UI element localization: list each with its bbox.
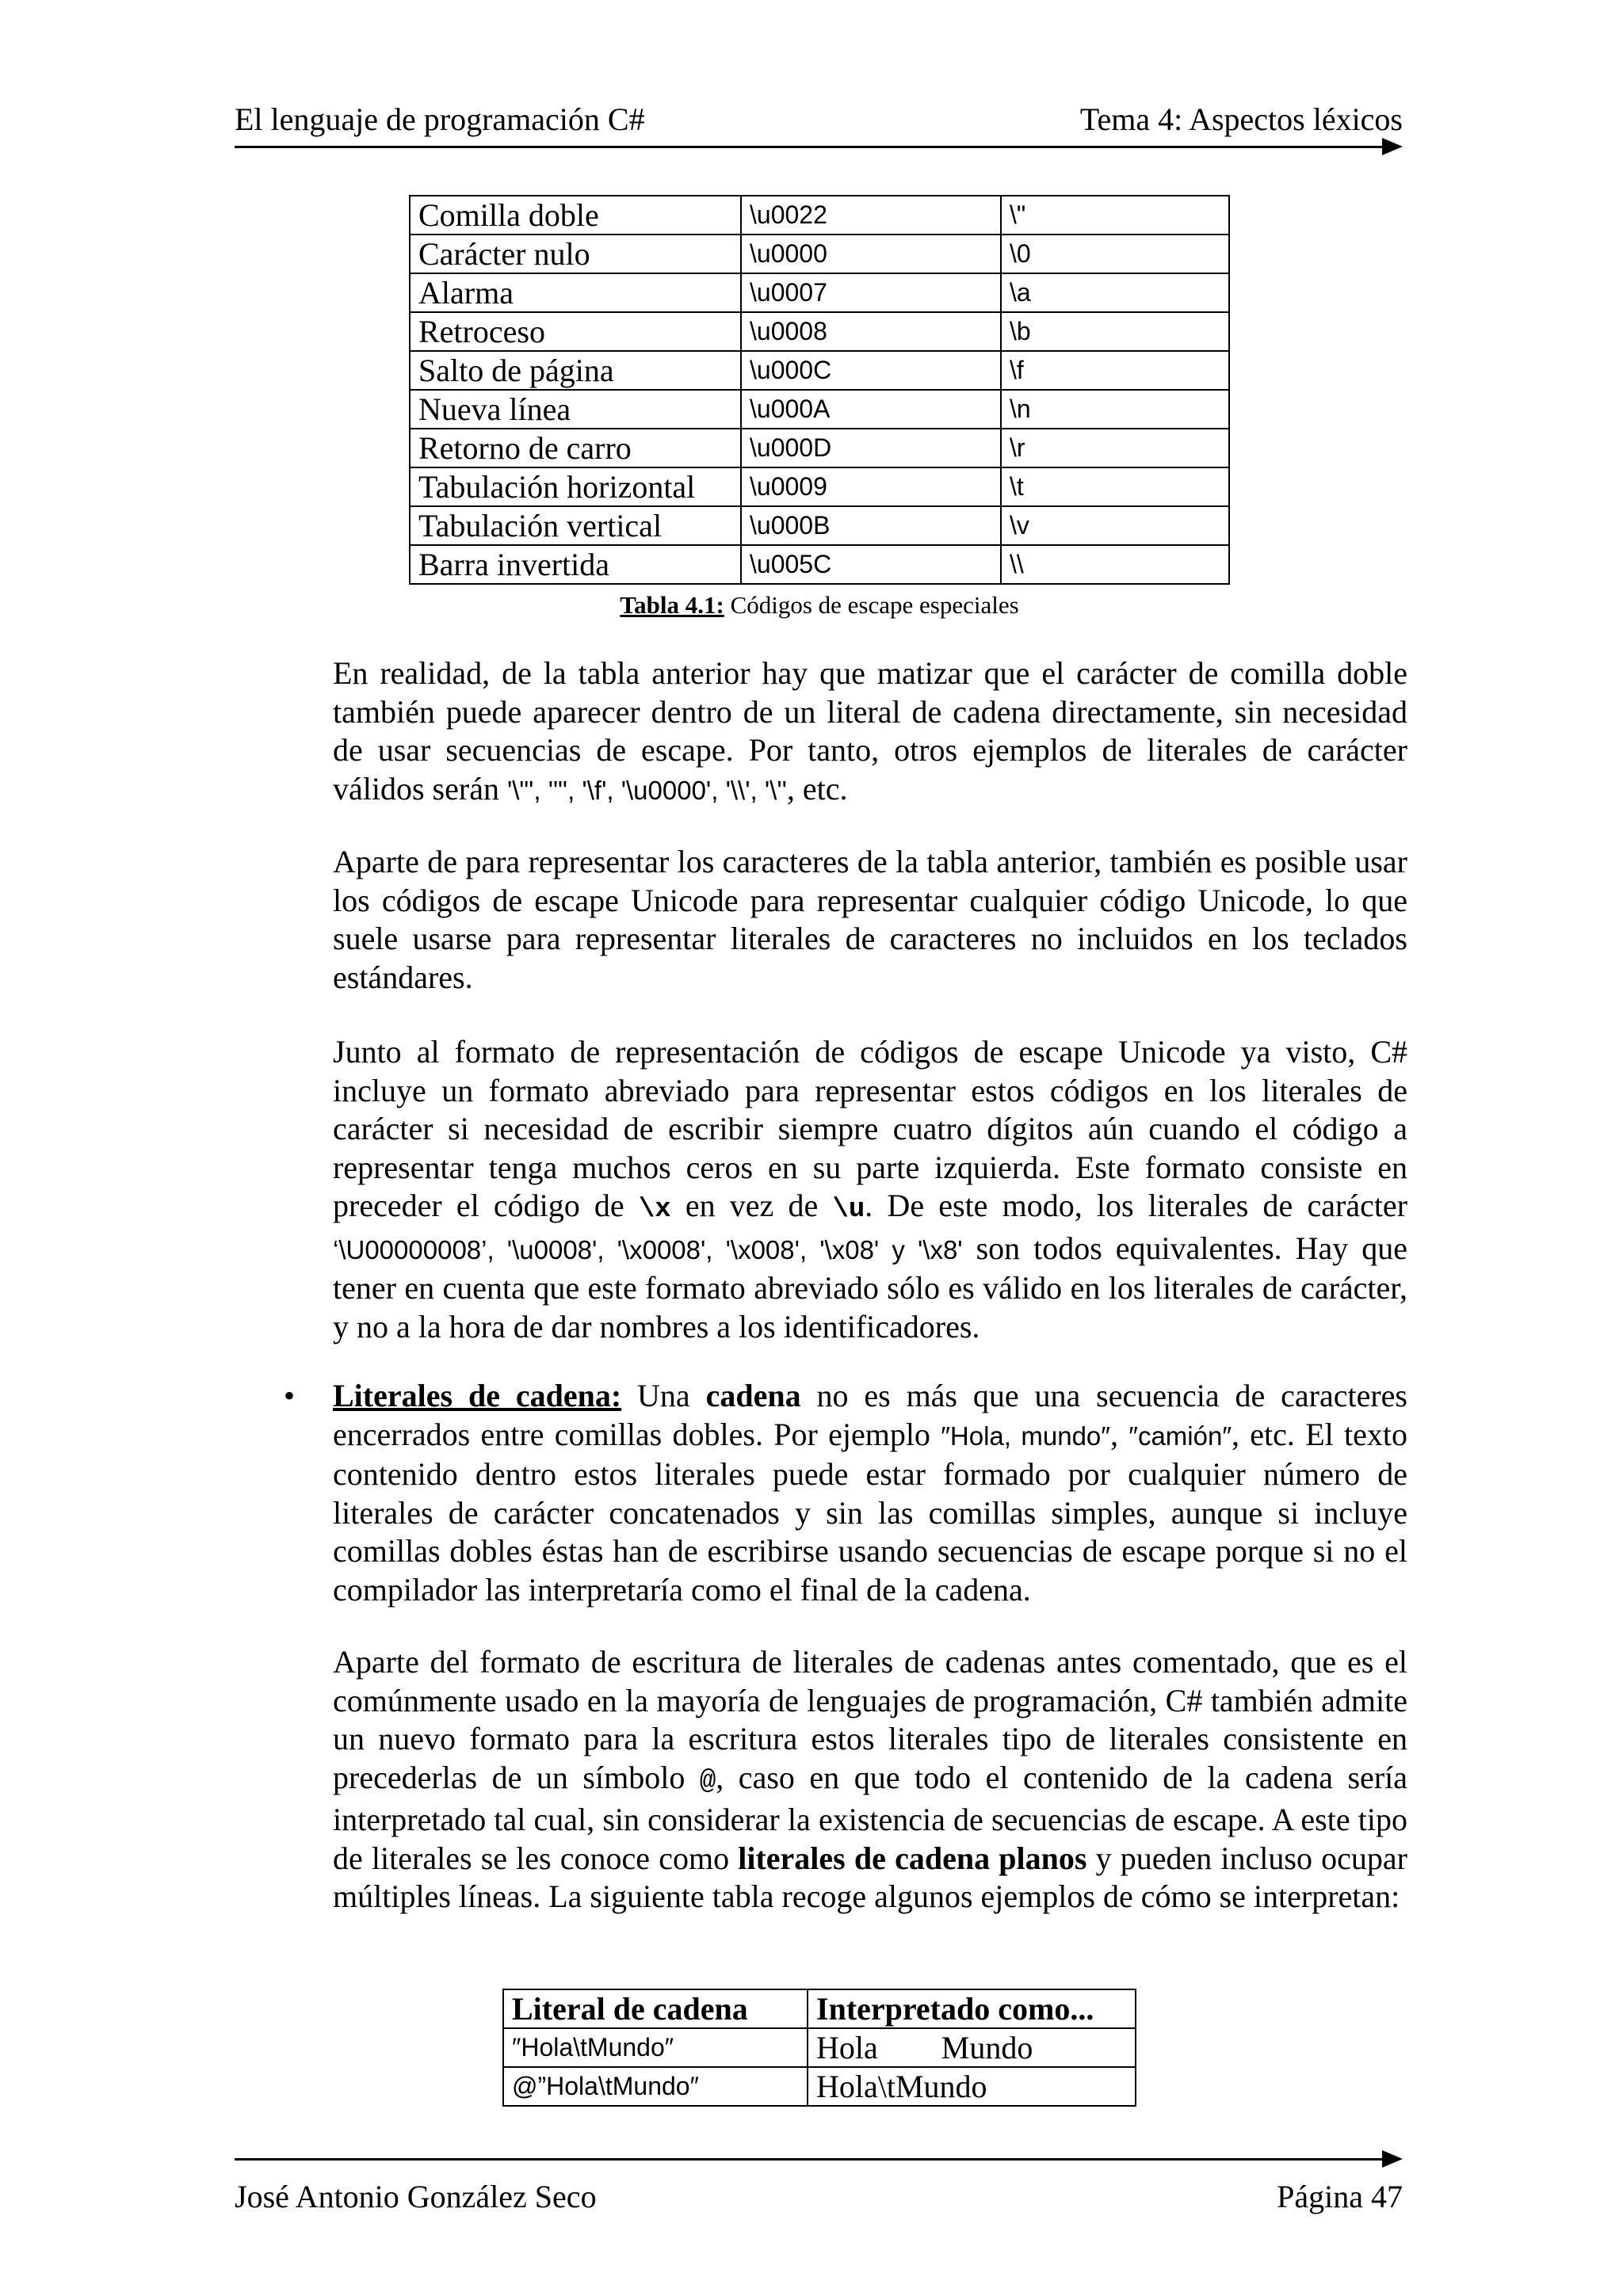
character-name-cell: Tabulación vertical <box>410 506 741 545</box>
character-name-cell: Retorno de carro <box>410 429 741 467</box>
character-name-cell: Salto de página <box>410 351 741 390</box>
header-chapter-title: Tema 4: Aspectos léxicos <box>1079 101 1403 137</box>
paragraph-text: , etc. El texto contenido dentro estos literales puede estar formado por cualquier número de literales de carácter concatenados y sin las comillas simples, aunque si incluye comillas dobles éstas han de escribirse usando secuencias de escape porque si no el compilador las interpretaría como el final de la cadena. <box>333 1416 1407 1608</box>
term-literales-planos: literales de cadena planos <box>738 1840 1087 1876</box>
footer-page-number: Página 47 <box>1277 2179 1403 2214</box>
char-literal-examples: '\"', '"', '\f', '\u0000', '\\', '\'' <box>506 775 787 805</box>
bullet-icon: • <box>284 1378 296 1413</box>
paragraph-unicode-escapes <box>333 843 1407 997</box>
paragraph-double-quote <box>333 654 1407 810</box>
column-header-literal: Literal de cadena <box>503 1989 808 2028</box>
column-header-interpreted: Interpretado como... <box>808 1989 1136 2028</box>
header-arrow-icon <box>1382 138 1403 155</box>
escape-sequence-cell: \\ <box>1001 545 1229 584</box>
paragraph-text: Aparte de para representar los caracteres de la tabla anterior, también es posible usar los códigos de escape Unicode para representar cualquier código Unicode, lo que suele usarse para representar literales de caracteres no incluidos en los teclados estándares. <box>333 844 1407 995</box>
paragraph-text: , caso en que todo el contenido de la cadena sería interpretado tal cual, sin considerar la existencia de secuencias de escape. A este tipo de literales se les conoce como <box>333 1759 1408 1876</box>
paragraph-text: y pueden incluso ocupar múltiples líneas. La siguiente tabla recoge algunos ejemplos de cómo se interpretan: <box>333 1840 1407 1914</box>
table-row <box>410 235 1229 273</box>
escape-sequence-cell: \a <box>1001 273 1229 312</box>
escape-sequence-cell: \n <box>1001 390 1229 429</box>
page-header <box>235 100 1403 139</box>
paragraph-verbatim-strings <box>333 1643 1407 1917</box>
string-literal-cell: ″Hola\tMundo″ <box>503 2028 808 2067</box>
escape-sequence-cell: \b <box>1001 312 1229 351</box>
escape-sequence-cell: \f <box>1001 351 1229 390</box>
footer-rule <box>235 2158 1385 2161</box>
term-cadena: cadena <box>705 1378 801 1413</box>
unicode-code-cell: \u0007 <box>741 273 1001 312</box>
footer-arrow-icon <box>1382 2150 1403 2168</box>
string-literal-cell: @”Hola\tMundo″ <box>503 2067 808 2106</box>
character-name-cell: Nueva línea <box>410 390 741 429</box>
escape-sequence-cell: \r <box>1001 429 1229 467</box>
paragraph-text: , <box>1109 1416 1129 1452</box>
character-name-cell: Comilla doble <box>410 196 741 235</box>
character-name-cell: Tabulación horizontal <box>410 467 741 506</box>
header-book-title: El lenguaje de programación C# <box>235 101 645 137</box>
escape-sequence-cell: \0 <box>1001 235 1229 273</box>
table-row <box>410 506 1229 545</box>
unicode-code-cell: \u0009 <box>741 467 1001 506</box>
string-literals-title: Literales de cadena: <box>333 1378 622 1413</box>
character-name-cell: Alarma <box>410 273 741 312</box>
interpretation-cell: Hola\tMundo <box>808 2067 1136 2106</box>
unicode-code-cell: \u000D <box>741 429 1001 467</box>
table-row <box>410 429 1229 467</box>
table-caption-label: Tabla 4.1: <box>620 591 724 619</box>
unicode-code-cell: \u0000 <box>741 235 1001 273</box>
paragraph-text: . De este modo, los literales de carácter <box>865 1188 1408 1223</box>
unicode-code-cell: \u000B <box>741 506 1001 545</box>
code-x-prefix: \x <box>638 1195 671 1225</box>
escape-codes-table <box>409 195 1230 585</box>
escape-sequence-cell: \t <box>1001 467 1229 506</box>
table-row <box>410 351 1229 390</box>
table-row <box>503 2028 1136 2067</box>
code-u-prefix: \u <box>832 1195 865 1225</box>
string-example-camion: ″camión″ <box>1128 1421 1232 1451</box>
unicode-code-cell: \u000C <box>741 351 1001 390</box>
escape-sequence-cell: \v <box>1001 506 1229 545</box>
unicode-code-cell: \u000A <box>741 390 1001 429</box>
code-at-symbol: @ <box>699 1766 716 1797</box>
string-example-hola-mundo: ″Hola, mundo″ <box>941 1421 1110 1451</box>
character-name-cell: Retroceso <box>410 312 741 351</box>
footer-author: José Antonio González Seco <box>235 2179 597 2214</box>
table-row <box>410 312 1229 351</box>
header-rule <box>235 146 1385 148</box>
table-row <box>410 545 1229 584</box>
escape-sequence-cell: \" <box>1001 196 1229 235</box>
table-row <box>503 2067 1136 2106</box>
table-caption-text: Códigos de escape especiales <box>724 591 1019 619</box>
table-row <box>410 273 1229 312</box>
paragraph-text: en vez de <box>670 1188 833 1223</box>
paragraph-abbreviated-format <box>333 1033 1407 1346</box>
escape-codes-table-body <box>410 196 1229 584</box>
paragraph-text: Aparte del formato de escritura de literales de cadenas antes comentado, que es el comúnmente usado en la mayoría de lenguajes de programación, C# también admite un nuevo formato para la escritura estos literales tipo de literales consistente en precederlas de un símbolo <box>333 1644 1407 1795</box>
string-literal-table <box>502 1989 1136 2107</box>
paragraph-text: son todos equivalentes. Hay que tener en cuenta que este formato abreviado sólo es válido en los literales de carácter, y no a la hora de dar nombres a los identificadores. <box>333 1230 1408 1344</box>
paragraph-text: no es más que una secuencia de caracteres encerrados entre comillas dobles. Por ejemplo <box>333 1378 1408 1452</box>
paragraph-text: En realidad, de la tabla anterior hay que matizar que el carácter de comilla doble también puede aparecer dentro de un literal de cadena directamente, sin necesidad de usar secuencias de escape. Por tanto, otros ejemplos de literales de carácter válidos serán <box>333 655 1407 807</box>
table-row <box>410 196 1229 235</box>
interpretation-cell: Hola Mundo <box>808 2028 1136 2067</box>
equivalent-literal-examples: ‘\U00000008’, '\u0008', '\x0008', '\x008', '\x08' y '\x8' <box>333 1234 963 1264</box>
string-literal-table-body <box>503 2028 1136 2106</box>
table-row <box>410 390 1229 429</box>
paragraph-text: Una <box>621 1378 706 1413</box>
paragraph-text: Junto al formato de representación de códigos de escape Unicode ya visto, C# incluye un formato abreviado para representar estos códigos en los literales de carácter si necesidad de escribir siempre cuatro dígitos aún cuando el código a representar tenga muchos ceros en su parte izquierda. Este formato consiste en preceder el código de <box>333 1034 1407 1223</box>
unicode-code-cell: \u0008 <box>741 312 1001 351</box>
unicode-code-cell: \u0022 <box>741 196 1001 235</box>
page-footer <box>235 2177 1403 2217</box>
character-name-cell: Carácter nulo <box>410 235 741 273</box>
character-name-cell: Barra invertida <box>410 545 741 584</box>
table-header-row <box>503 1989 1136 2028</box>
paragraph-string-literals <box>333 1377 1407 1609</box>
table-caption <box>409 589 1230 621</box>
paragraph-text-end: , etc. <box>786 770 848 807</box>
unicode-code-cell: \u005C <box>741 545 1001 584</box>
table-row <box>410 467 1229 506</box>
